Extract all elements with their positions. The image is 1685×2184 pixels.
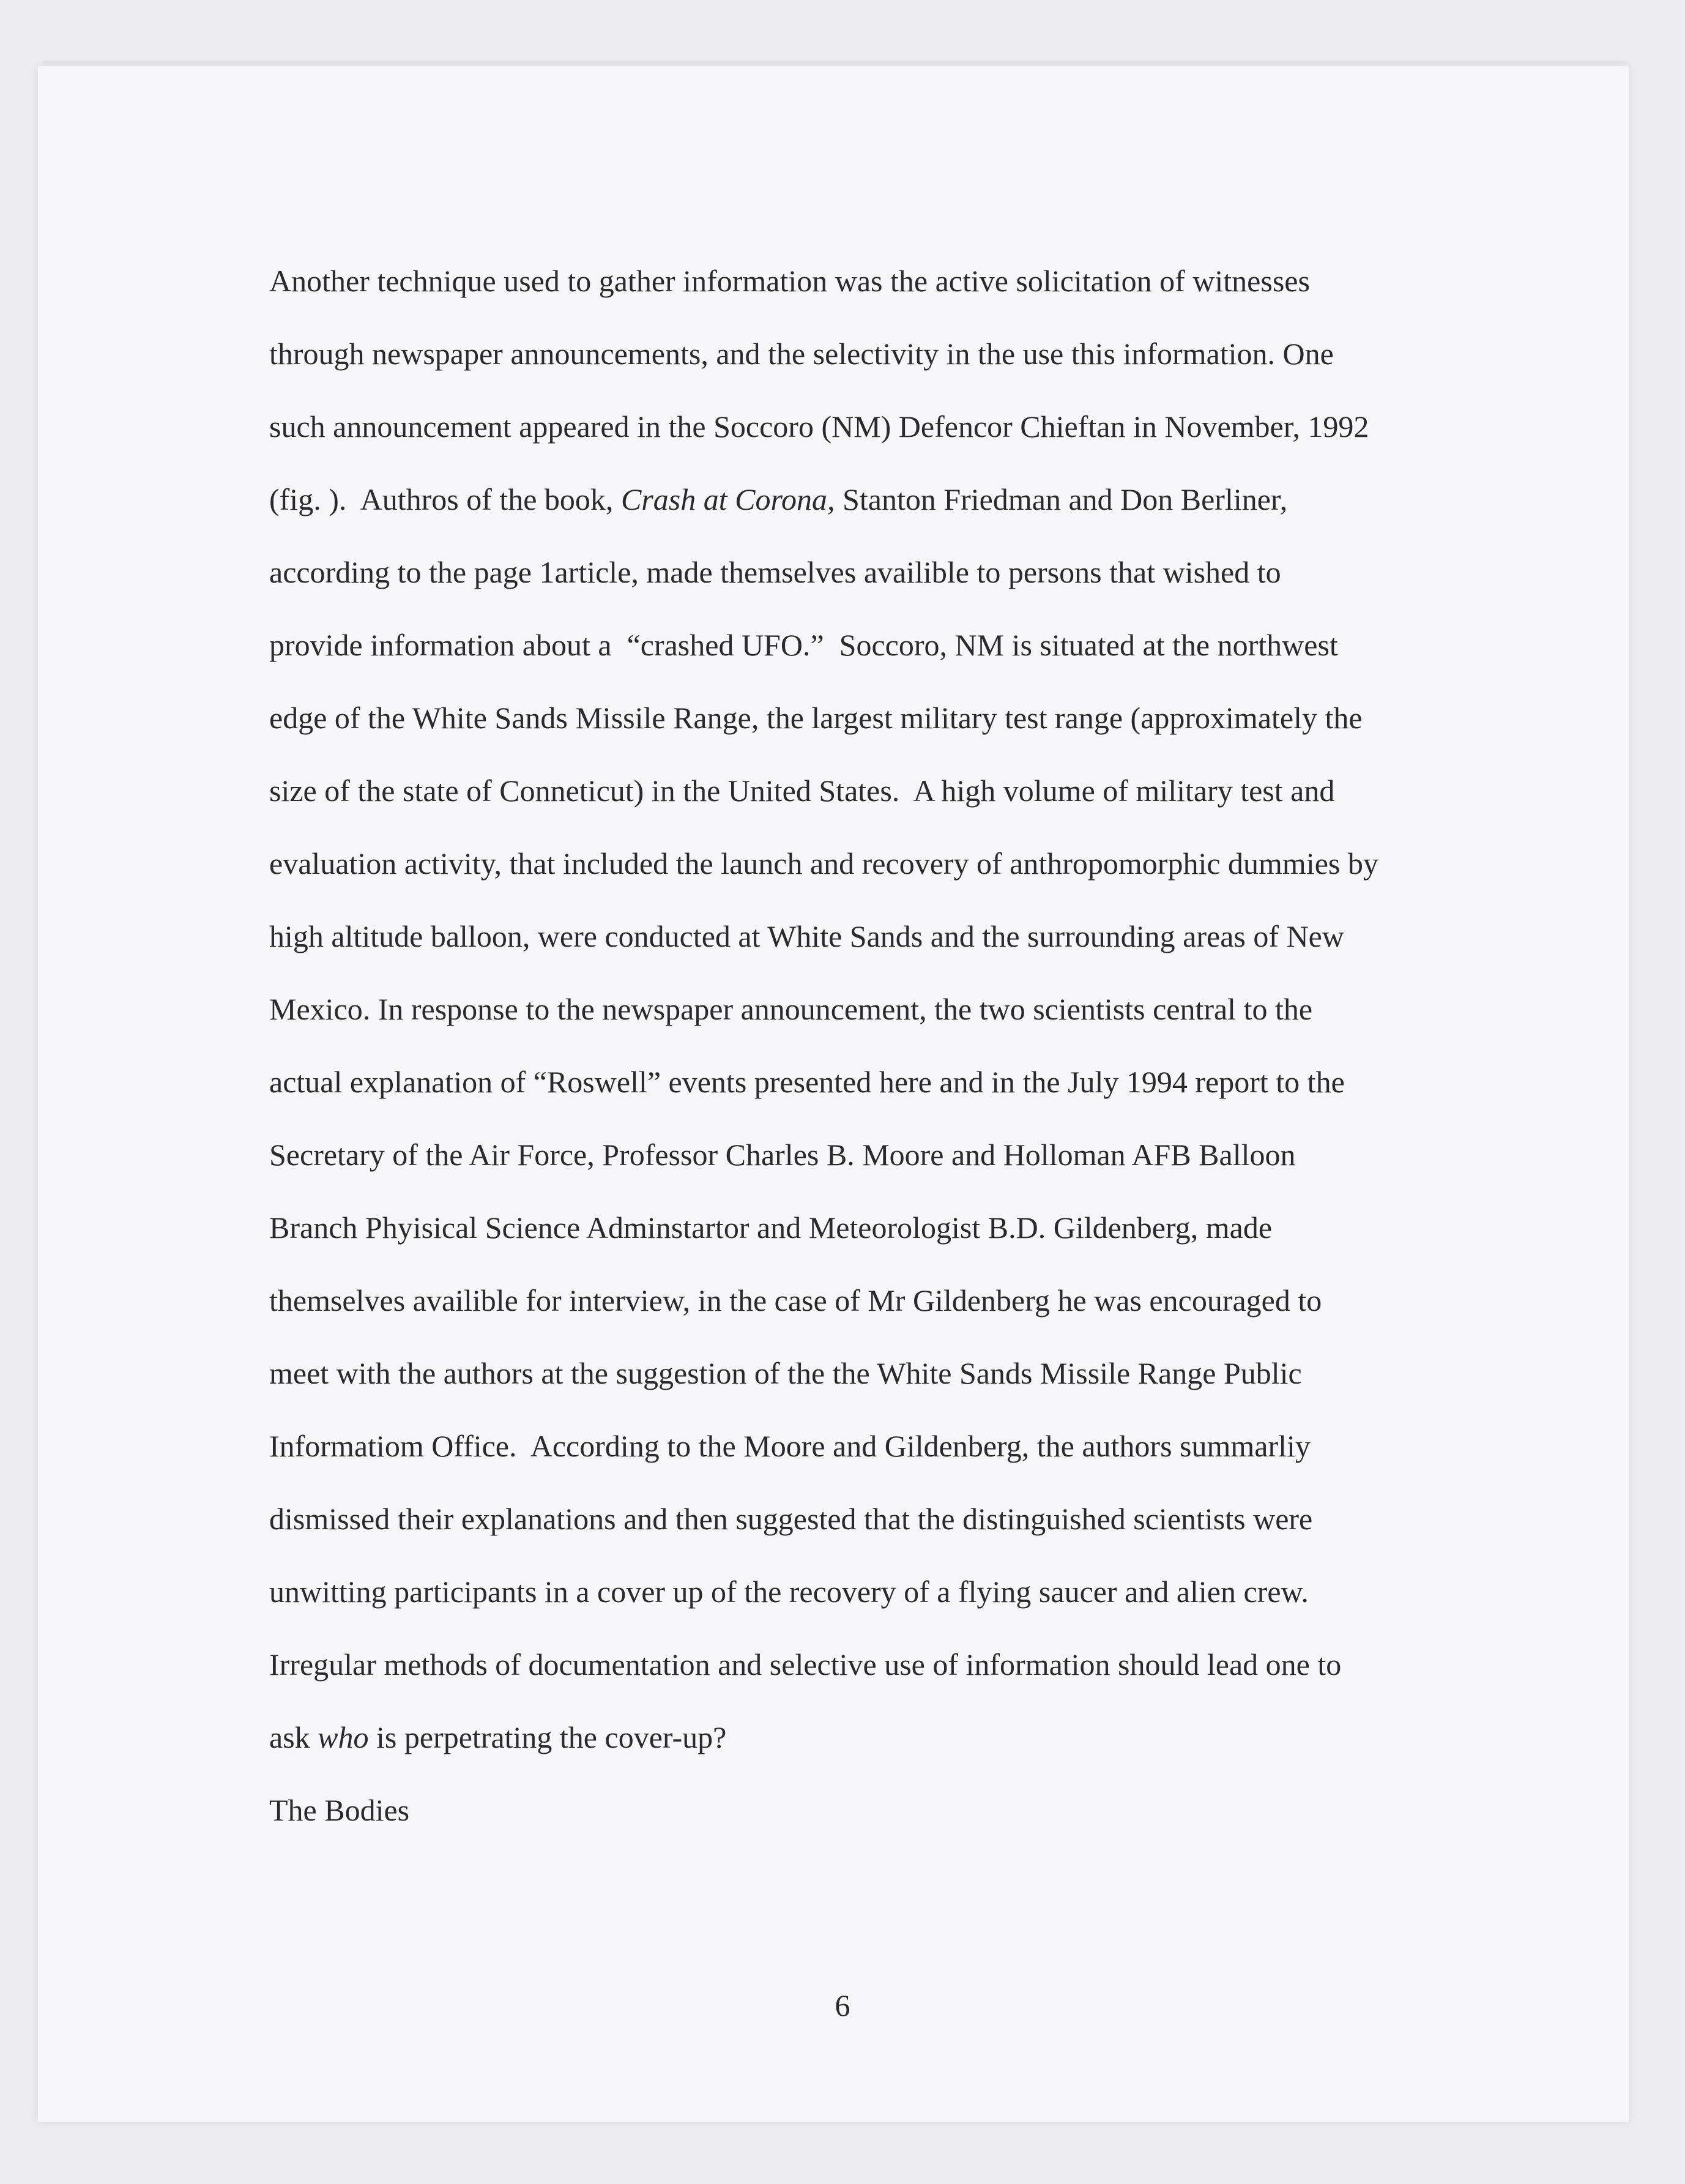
text-line: unwitting participants in a cover up of the recovery of a flying saucer and alien crew.	[269, 1575, 1309, 1609]
text-fragment: (fig. ). Authros of the book,	[269, 482, 621, 516]
text-line: through newspaper announcements, and the selectivity in the use this information. One	[269, 337, 1334, 371]
text-line: provide information about a “crashed UFO.” Soccoro, NM is situated at the northwest	[269, 628, 1338, 662]
text-line	[269, 1701, 1432, 1774]
text-fragment: ask	[269, 1720, 318, 1754]
text-line: high altitude balloon, were conducted at White Sands and the surrounding areas of New	[269, 919, 1344, 953]
text-line: Secretary of the Air Force, Professor Charles B. Moore and Holloman AFB Balloon	[269, 1138, 1296, 1172]
body-text	[269, 245, 1432, 1847]
text-line: such announcement appeared in the Soccoro (NM) Defencor Chieftan in November, 1992	[269, 409, 1369, 444]
text-line: themselves availible for interview, in the case of Mr Gildenberg he was encouraged to	[269, 1283, 1322, 1317]
text-line	[269, 463, 1432, 536]
text-line: Mexico. In response to the newspaper announcement, the two scientists central to the	[269, 992, 1313, 1026]
text-line: Informatiom Office. According to the Moore and Gildenberg, the authors summarliy	[269, 1429, 1311, 1463]
text-line: dismissed their explanations and then suggested that the distinguished scientists were	[269, 1502, 1313, 1536]
page-number: 6	[835, 1988, 850, 2022]
text-line: evaluation activity, that included the launch and recovery of anthropomorphic dummies by	[269, 846, 1378, 881]
text-fragment: is perpetrating the cover-up?	[368, 1720, 727, 1754]
book-title: Crash at Corona,	[620, 482, 835, 516]
text-fragment: Stanton Friedman and Don Berliner,	[835, 482, 1288, 516]
text-line: size of the state of Conneticut) in the United States. A high volume of military test and	[269, 773, 1335, 808]
text-line: meet with the authors at the suggestion of the the White Sands Missile Range Public	[269, 1356, 1302, 1390]
emphasis: who	[318, 1720, 369, 1754]
text-line: Branch Phyisical Science Adminstartor and Meteorologist B.D. Gildenberg, made	[269, 1210, 1273, 1245]
section-heading: The Bodies	[269, 1793, 410, 1827]
text-line: actual explanation of “Roswell” events presented here and in the July 1994 report to the	[269, 1065, 1345, 1099]
text-line: edge of the White Sands Missile Range, the largest military test range (approximately the	[269, 701, 1363, 735]
text-line: Irregular methods of documentation and selective use of information should lead one to	[269, 1647, 1342, 1682]
text-line: according to the page 1article, made themselves availible to persons that wished to	[269, 555, 1281, 589]
text-line: Another technique used to gather information was the active solicitation of witnesses	[269, 264, 1310, 298]
